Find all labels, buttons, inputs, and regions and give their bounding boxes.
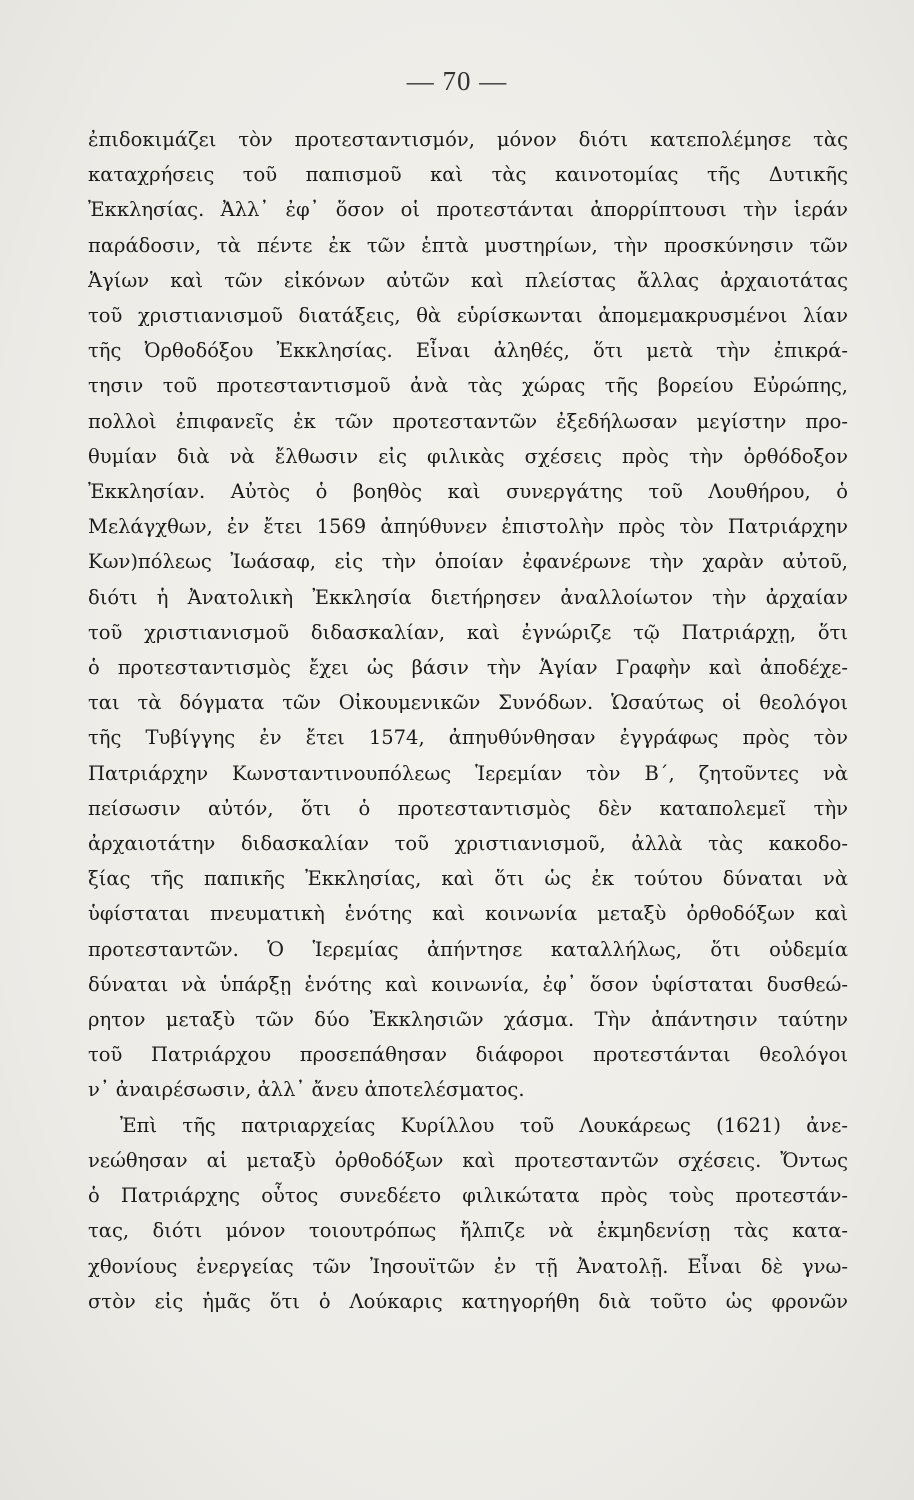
text-line: καταχρήσεις τοῦ παπισμοῦ καὶ τὰς καινοτομίας τῆς Δυτικῆς [88, 163, 848, 187]
text-line: προτεσταντῶν. Ὁ Ἱερεμίας ἀπήντησε καταλλήλως, ὅτι οὐδεμία [88, 937, 848, 961]
text-line: θυμίαν διὰ νὰ ἔλθωσιν εἰς φιλικὰς σχέσεις πρὸς τὴν ὀρθόδοξον [88, 444, 848, 468]
text-line: ρητον μεταξὺ τῶν δύο Ἐκκλησιῶν χάσμα. Τὴν ἀπάντησιν ταύτην [88, 1008, 848, 1032]
text-line: τησιν τοῦ προτεσταντισμοῦ ἀνὰ τὰς χώρας τῆς βορείου Εὐρώπης, [88, 374, 848, 398]
text-line: δύναται νὰ ὑπάρξῃ ἑνότης καὶ κοινωνία, ἐφ᾽ ὅσον ὑφίσταται δυσθεώ- [88, 972, 848, 996]
text-line: Πατριάρχην Κωνσταντινουπόλεως Ἱερεμίαν τὸν Β΄, ζητοῦντες νὰ [88, 761, 848, 785]
paragraph-2 [88, 1108, 848, 1319]
text-line: Ἐπὶ τῆς πατριαρχείας Κυρίλλου τοῦ Λουκάρεως (1621) ἀνε- [120, 1113, 848, 1137]
body-text [88, 122, 848, 1319]
text-line: νεώθησαν αἱ μεταξὺ ὀρθοδόξων καὶ προτεσταντῶν σχέσεις. Ὄντως [88, 1148, 848, 1172]
text-line: Κων)πόλεως Ἰωάσαφ, εἰς τὴν ὁποίαν ἐφανέρωνε τὴν χαρὰν αὐτοῦ, [88, 550, 848, 574]
text-line: ὁ προτεσταντισμὸς ἔχει ὡς βάσιν τὴν Ἁγίαν Γραφὴν καὶ ἀποδέχε- [88, 656, 848, 680]
text-line: ν᾽ ἀναιρέσωσιν, ἀλλ᾽ ἄνευ ἀποτελέσματος. [88, 1078, 525, 1102]
text-line: πολλοὶ ἐπιφανεῖς ἐκ τῶν προτεσταντῶν ἐξεδήλωσαν μεγίστην προ- [88, 409, 848, 433]
text-line: Ἁγίων καὶ τῶν εἰκόνων αὐτῶν καὶ πλείστας ἄλλας ἀρχαιοτάτας [88, 268, 848, 292]
page-number: — 70 — [406, 66, 508, 96]
text-line: Μελάγχθων, ἐν ἔτει 1569 ἀπηύθυνεν ἐπιστολὴν πρὸς τὸν Πατριάρχην [88, 515, 848, 539]
text-line: τῆς Ὀρθοδόξου Ἐκκλησίας. Εἶναι ἀληθές, ὅτι μετὰ τὴν ἐπικρά- [88, 339, 848, 363]
text-line: τας, διότι μόνον τοιουτρόπως ἤλπιζε νὰ ἐκμηδενίσῃ τὰς κατα- [88, 1219, 848, 1243]
text-line: πείσωσιν αὐτόν, ὅτι ὁ προτεσταντισμὸς δὲν καταπολεμεῖ τὴν [88, 796, 848, 820]
text-line: τοῦ χριστιανισμοῦ διδασκαλίαν, καὶ ἐγνώριζε τῷ Πατριάρχῃ, ὅτι [88, 620, 848, 644]
text-line: Ἐκκλησίαν. Αὐτὸς ὁ βοηθὸς καὶ συνεργάτης τοῦ Λουθήρου, ὁ [88, 480, 848, 504]
text-line: ται τὰ δόγματα τῶν Οἰκουμενικῶν Συνόδων. Ὡσαύτως οἱ θεολόγοι [88, 691, 848, 715]
text-line: ἐπιδοκιμάζει τὸν προτεσταντισμόν, μόνον διότι κατεπολέμησε τὰς [88, 128, 848, 151]
text-line: ξίας τῆς παπικῆς Ἐκκλησίας, καὶ ὅτι ὡς ἐκ τούτου δύναται νὰ [88, 867, 848, 891]
text-line: χθονίους ἐνεργείας τῶν Ἰησουϊτῶν ἐν τῇ Ἀνατολῇ. Εἶναι δὲ γνω- [88, 1254, 848, 1278]
text-line: τῆς Τυβίγγης ἐν ἔτει 1574, ἀπηυθύνθησαν ἐγγράφως πρὸς τὸν [88, 726, 848, 750]
text-line: ἀρχαιοτάτην διδασκαλίαν τοῦ χριστιανισμοῦ, ἀλλὰ τὰς κακοδο- [88, 832, 848, 856]
text-line: Ἐκκλησίας. Ἀλλ᾽ ἐφ᾽ ὅσον οἱ προτεστάνται ἀπορρίπτουσι τὴν ἱεράν [88, 198, 848, 222]
text-line: ὑφίσταται πνευματικὴ ἑνότης καὶ κοινωνία μεταξὺ ὀρθοδόξων καὶ [88, 902, 848, 926]
text-line: ὁ Πατριάρχης οὗτος συνεδέετο φιλικώτατα πρὸς τοὺς προτεστάν- [88, 1184, 848, 1208]
paragraph-1 [88, 122, 848, 1108]
text-line: παράδοσιν, τὰ πέντε ἐκ τῶν ἑπτὰ μυστηρίων, τὴν προσκύνησιν τῶν [88, 233, 848, 257]
text-line: τοῦ χριστιανισμοῦ διατάξεις, θὰ εὑρίσκωνται ἀπομεμακρυσμένοι λίαν [88, 304, 848, 328]
text-line: τοῦ Πατριάρχου προσεπάθησαν διάφοροι προτεστάνται θεολόγοι [88, 1043, 848, 1067]
text-line: διότι ἡ Ἀνατολικὴ Ἐκκλησία διετήρησεν ἀναλλοίωτον τὴν ἀρχαίαν [88, 585, 848, 609]
text-line: στὸν εἰς ἡμᾶς ὅτι ὁ Λούκαρις κατηγορήθη διὰ τοῦτο ὡς φρονῶν [88, 1289, 848, 1313]
